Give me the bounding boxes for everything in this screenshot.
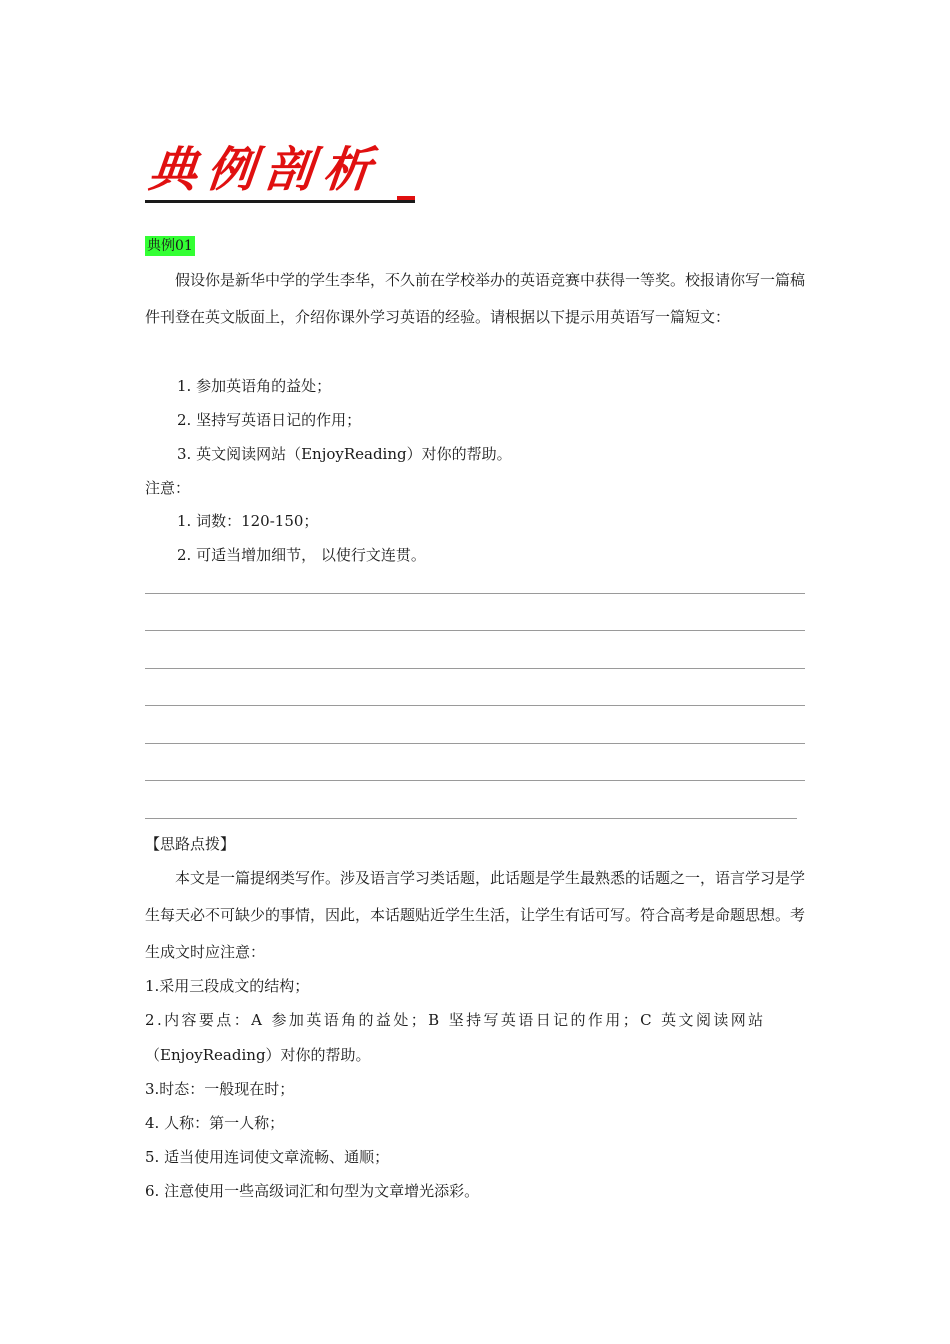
note-2: 2. 可适当增加细节， 以使行文连贯。 [177,546,426,564]
answer-line [145,593,805,594]
answer-line [145,780,805,781]
analysis-intro: 本文是一篇提纲类写作。涉及语言学习类话题，此话题是学生最熟悉的话题之一，语言学习是学生每天必不可缺少的事情，因此，本话题贴近学生生活，让学生有话可写。符合高考是命题思想。考生成文时应注意： [145,869,806,961]
example-tag: 典例01 [147,238,193,254]
answer-line [145,818,797,819]
answer-line [145,705,805,706]
banner-underline-accent [397,196,415,200]
answer-line [145,630,805,631]
analysis-item-2-cont: （EnjoyReading）对你的帮助。 [145,1046,371,1064]
note-1: 1. 词数：120-150； [177,512,319,530]
analysis-item-6: 6. 注意使用一些高级词汇和句型为文章增光添彩。 [145,1182,480,1200]
prompt-point-3: 3. 英文阅读网站（EnjoyReading）对你的帮助。 [177,445,512,463]
banner-underline [145,200,415,203]
example-prompt: 假设你是新华中学的学生李华，不久前在学校举办的英语竞赛中获得一等奖。校报请你写一篇稿件刊登在英文版面上，介绍你课外学习英语的经验。请根据以下提示用英语写一篇短文： [145,271,806,326]
analysis-item-1: 1.采用三段成文的结构； [145,977,310,995]
notes-label: 注意： [145,479,191,497]
analysis-item-2: 2.内容要点：A 参加英语角的益处；B 坚持写英语日记的作用；C 英文阅读网站 [145,1011,766,1029]
prompt-point-2: 2. 坚持写英语日记的作用； [177,411,362,429]
analysis-item-3: 3.时态：一般现在时； [145,1080,295,1098]
prompt-point-1: 1. 参加英语角的益处； [177,377,332,395]
analysis-heading: 【思路点拨】 [145,835,236,853]
answer-line [145,743,805,744]
section-banner [145,138,415,204]
banner-title: 典例剖析 [146,142,384,198]
analysis-item-4: 4. 人称：第一人称； [145,1114,285,1132]
analysis-item-5: 5. 适当使用连词使文章流畅、通顺； [145,1148,390,1166]
answer-line [145,668,805,669]
